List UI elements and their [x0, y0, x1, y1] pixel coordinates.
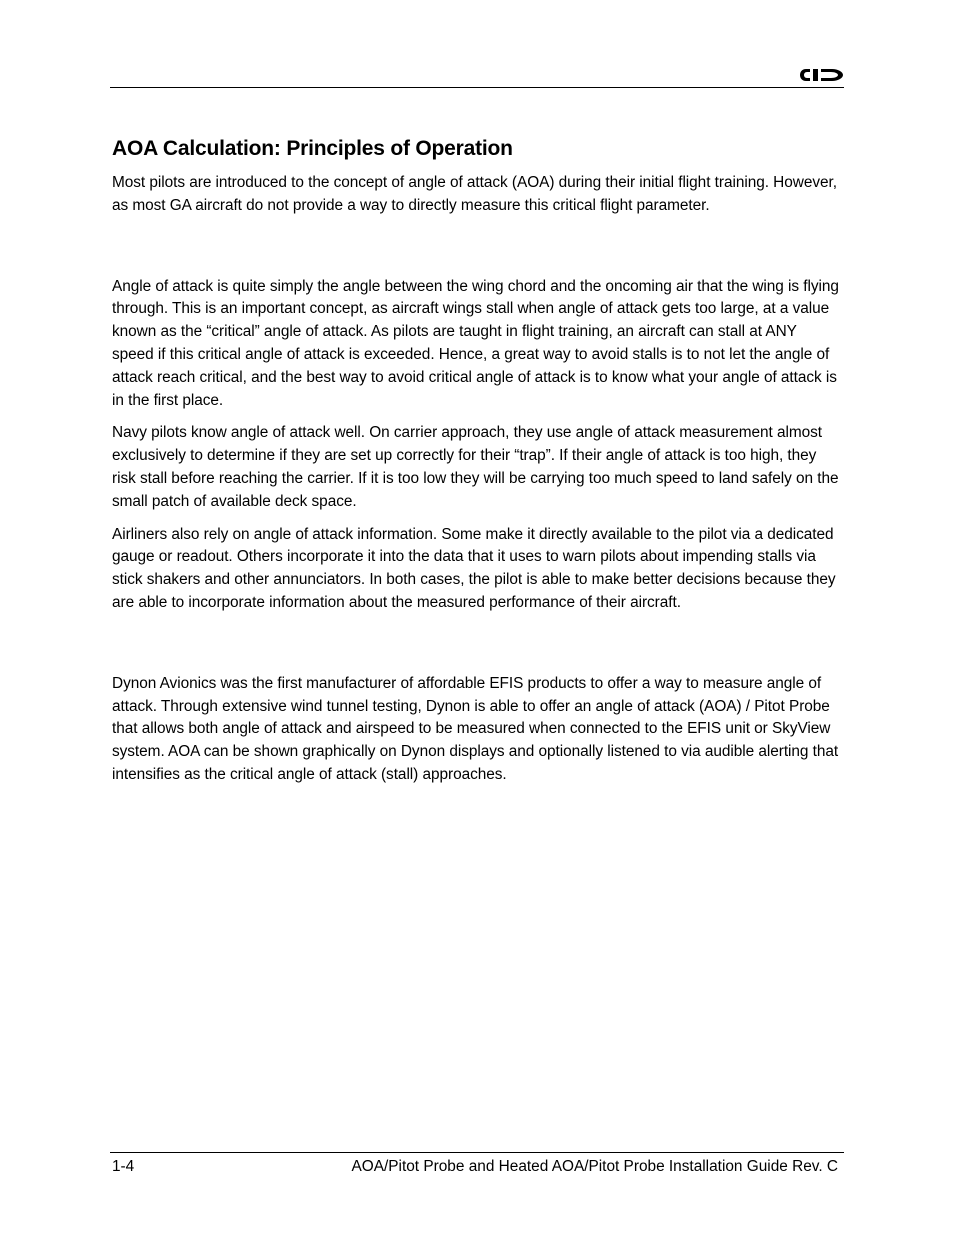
- footer-page-number: 1-4: [112, 1158, 135, 1175]
- paragraph-navy: Navy pilots know angle of attack well. On carrier approach, they use angle of attack measurement almost exclusively to determine if they are set up correctly for their “trap”. If their angle of attack is too high, they risk stall before reaching the carrier. If it is too low they will be carrying too much speed to land safely on the small patch of available deck space.: [112, 424, 839, 510]
- dynon-logo-icon: [800, 67, 844, 83]
- footer-document-title: AOA/Pitot Probe and Heated AOA/Pitot Probe Installation Guide Rev. C: [351, 1158, 838, 1175]
- section-heading: AOA Calculation: Principles of Operation: [112, 137, 513, 160]
- footer-rule: [110, 1152, 844, 1153]
- header-rule: [110, 87, 844, 88]
- paragraph-intro: Most pilots are introduced to the concept of angle of attack (AOA) during their initial flight training. However, as most GA aircraft do not provide a way to directly measure this critical flight parameter.: [112, 174, 837, 214]
- paragraph-airliners: Airliners also rely on angle of attack information. Some make it directly available to the pilot via a dedicated gauge or readout. Others incorporate it into the data that it uses to warn pilots about impending stalls via stick shakers and other annunciators. In both cases, the pilot is able to make better decisions because they are able to incorporate information about the measured performance of their aircraft.: [112, 525, 836, 611]
- main-content: [112, 136, 842, 797]
- paragraph-dynon: Dynon Avionics was the first manufacturer of affordable EFIS products to offer a way to measure angle of attack. Through extensive wind tunnel testing, Dynon is able to offer an angle of attack (AOA) / Pitot Probe that allows both angle of attack and airspeed to be measured when connected to the EFIS unit or SkyView system. AOA can be shown graphically on Dynon displays and optionally listened to via audible alerting that intensifies as the critical angle of attack (stall) approaches.: [112, 674, 839, 783]
- paragraph-definition: Angle of attack is quite simply the angle between the wing chord and the oncoming air that the wing is flying through. This is an important concept, as aircraft wings stall when angle of attack gets too large, at a value known as the “critical” angle of attack. As pilots are taught in flight training, an aircraft can stall at ANY speed if this critical angle of attack is exceeded. Hence, a great way to avoid stalls is to not let the angle of attack reach critical, and the best way to avoid critical angle of attack is to know what your angle of attack is in the first place.: [112, 277, 839, 409]
